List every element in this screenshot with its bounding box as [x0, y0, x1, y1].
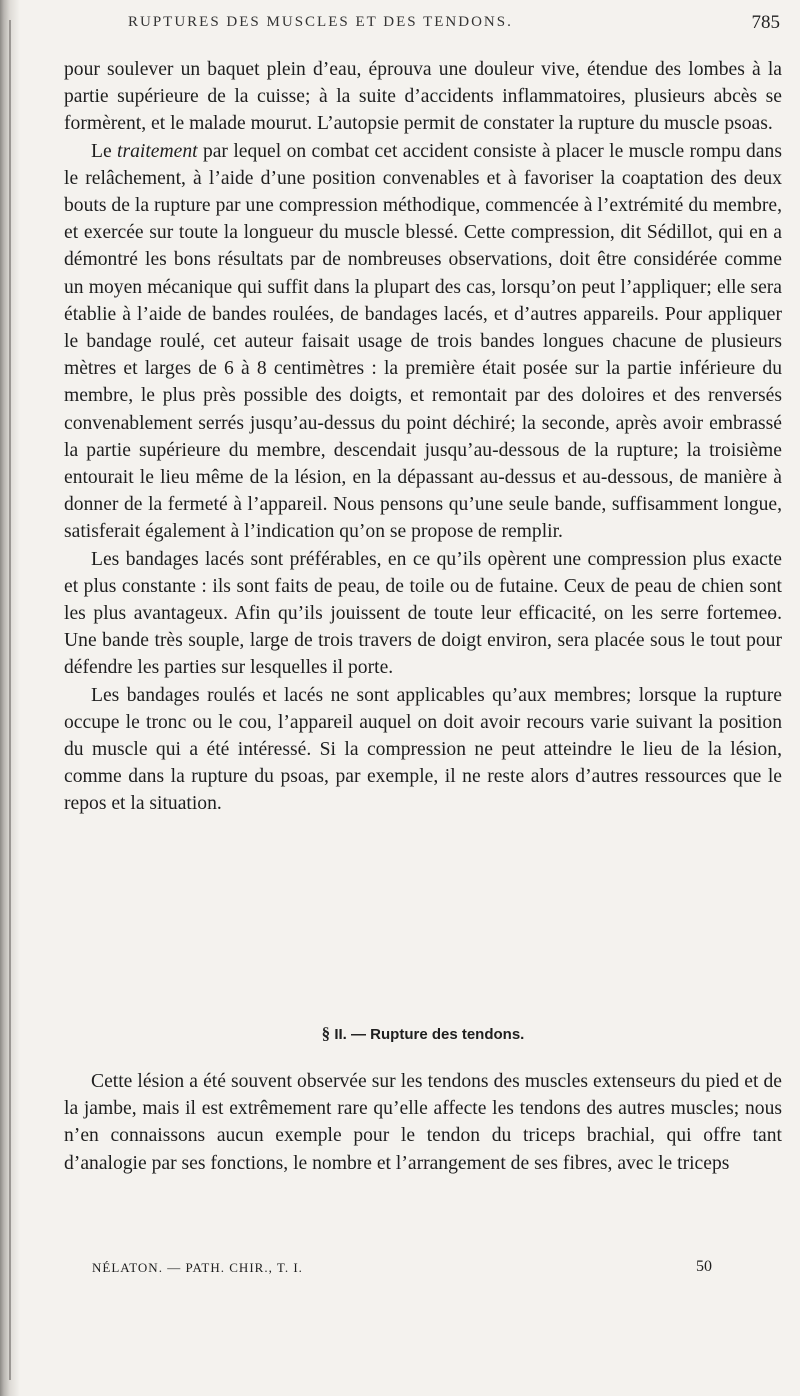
paragraph-1: pour soulever un baquet plein d’eau, éprouva une douleur vive, étendue des lombes à la partie supérieure de la cuisse; à la suite d’accidents inflammatoires, plusieurs abcès se formèrent, et le malade mourut. L’autopsie permit de constater la rupture du muscle psoas.: [64, 59, 782, 135]
section-number: II.: [334, 1026, 347, 1043]
section-dash: —: [351, 1026, 366, 1043]
paragraph-2-italic-term: traitement: [117, 140, 198, 162]
printer-signature: [64, 1260, 782, 1282]
section-heading: [64, 1024, 782, 1044]
body-text: [64, 56, 782, 818]
paragraph-2: [64, 138, 782, 546]
running-head: [64, 14, 782, 40]
sheet-number: 50: [696, 1258, 712, 1275]
section-symbol: §: [321, 1024, 331, 1043]
section-paragraph: Cette lésion a été souvent observée sur les tendons des muscles extenseurs du pied et de la jambe, mais il est extrêmement rare qu’elle affecte les tendons des autres muscles; nous n’en connaissons aucun exemple pour le tendon du triceps brachial, qui offre tant d’analogie par ses fonctions, le nombre et l’arrangement de ses fibres, avec le triceps: [64, 1071, 782, 1174]
paragraph-3: Les bandages lacés sont préférables, en ce qu’ils opèrent une compression plus exacte et plus constante : ils sont faits de peau, de toile ou de futaine. Ceux de peau de chien sont les plus avantageux. Afin qu’ils jouissent de toute leur efficacité, on les serre fortemeɵ. Une bande très souple, large de trois travers de doigt environ, sera placée sous le tout pour défendre les parties sur lesquelles il porte.: [64, 548, 782, 679]
paragraph-2-lead: Le: [91, 140, 118, 162]
binding-edge: [9, 20, 11, 1380]
signature-text: NÉLATON. — PATH. CHIR., T. I.: [92, 1260, 303, 1275]
page-number: 785: [751, 12, 780, 33]
section-body: [64, 1068, 782, 1177]
running-title: RUPTURES DES MUSCLES ET DES TENDONS.: [128, 14, 513, 30]
section-title: Rupture des tendons.: [370, 1026, 525, 1043]
paragraph-2-body: par lequel on combat cet accident consiste à placer le muscle rompu dans le relâchement, à l’aide d’une position convenables et à favoriser la coaptation des deux bouts de la rupture par une compression méthodique, commencée à l’extrémité du membre, et exercée sur toute la longueur du muscle blessé. Cette compression, dit Sédillot, qui en a démontré les bons résultats par de nombreuses observations, doit être considérée comme un moyen mécanique qui suffit dans la plupart des cas, lorsqu’on peut l’appliquer; elle sera établie à l’aide de bandes roulées, de bandages lacés, et d’autres appareils. Pour appliquer le bandage roulé, cet auteur faisait usage de trois bandes longues chacune de plusieurs mètres et larges de 6 à 8 centimètres : la première était posée sur la partie inférieure du membre, le plus près possible des doigts, et remontait par des doloires et des renversés convenablement serrés jusqu’au-dessus du point déchiré; la seconde, après avoir embrassé la partie supérieure du membre, descendait jusqu’au-dessous de la rupture; la troisième entourait le lieu même de la lésion, en la dépassant au-dessus et au-dessous, de manière à donner de la fermeté à l’appareil. Nous pensons qu’une seule bande, suffisamment longue, satisferait également à l’indication qu’on se propose de remplir.: [64, 140, 782, 543]
paragraph-4: Les bandages roulés et lacés ne sont applicables qu’aux membres; lorsque la rupture occupe le tronc ou le cou, l’appareil auquel on doit avoir recours varie suivant la position du muscle qui a été intéressé. Si la compression ne peut atteindre le lieu de la lésion, comme dans la rupture du psoas, par exemple, il ne reste alors d’autres ressources que le repos et la situation.: [64, 684, 782, 815]
